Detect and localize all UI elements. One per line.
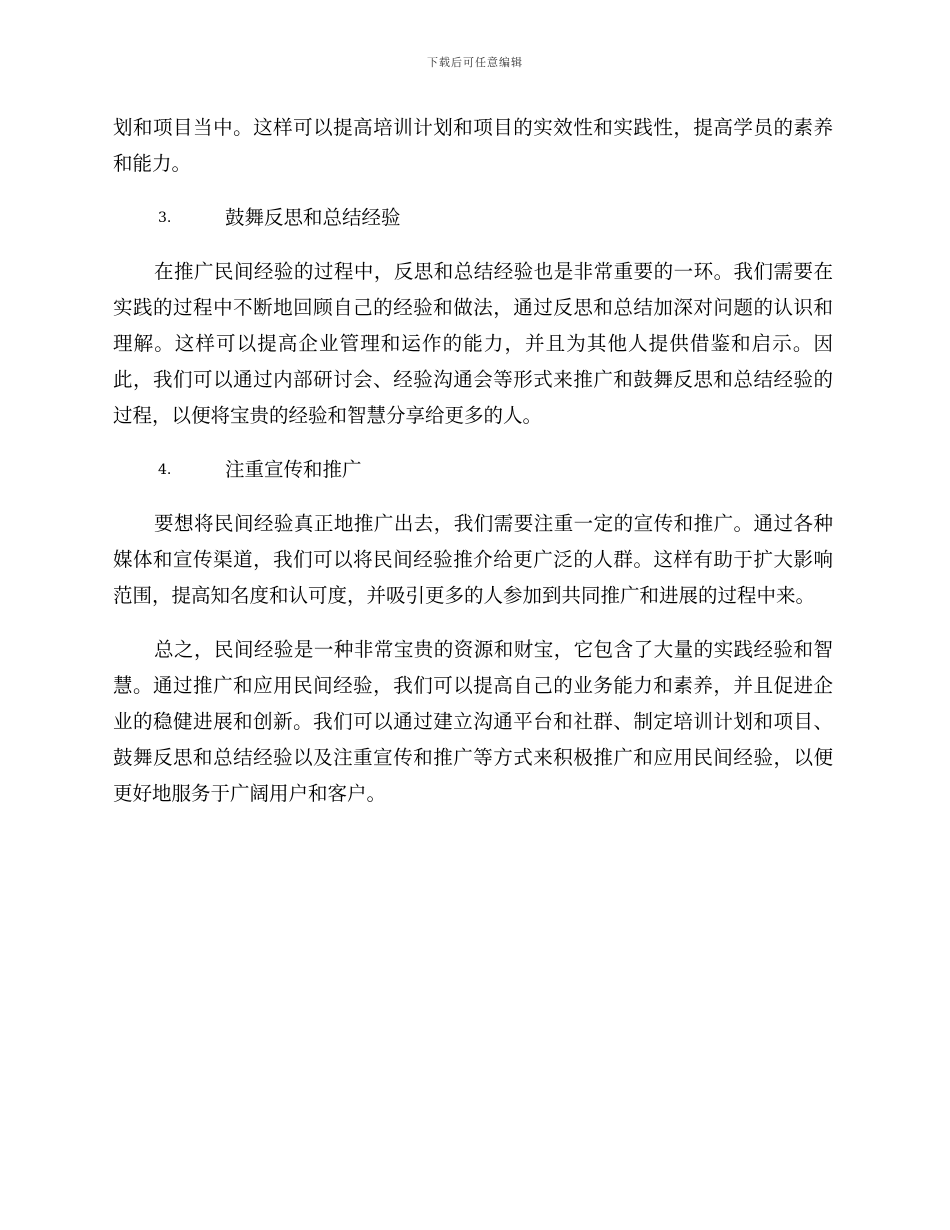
paragraph-continuation: 划和项目当中。这样可以提高培训计划和项目的实效性和实践性，提高学员的素养和能力。 xyxy=(113,116,833,175)
section-title: 鼓舞反思和总结经验 xyxy=(225,206,401,229)
section-heading-3 xyxy=(113,200,833,236)
paragraph-reflection: 在推广民间经验的过程中，反思和总结经验也是非常重要的一环。我们需要在实践的过程中不断地回顾自己的经验和做法，通过反思和总结加深对问题的认识和理解。这样可以提高企业管理和运作的能力，并且为其他人提供借鉴和启示。因此，我们可以通过内部研讨会、经验沟通会等形式来推广和鼓舞反思和总结经验的过程，以便将宝贵的经验和智慧分享给更多的人。 xyxy=(113,260,833,427)
section-heading-4 xyxy=(113,452,833,488)
document-body xyxy=(113,110,833,830)
paragraph-conclusion: 总之，民间经验是一种非常宝贵的资源和财宝，它包含了大量的实践经验和智慧。通过推广和应用民间经验，我们可以提高自己的业务能力和素养，并且促进企业的稳健进展和创新。我们可以通过建立沟通平台和社群、制定培训计划和项目、鼓舞反思和总结经验以及注重宣传和推广等方式来积极推广和应用民间经验，以便更好地服务于广阔用户和客户。 xyxy=(113,638,833,805)
section-number: 3. xyxy=(158,210,172,226)
paragraph-promotion: 要想将民间经验真正地推广出去，我们需要注重一定的宣传和推广。通过各种媒体和宣传渠道，我们可以将民间经验推介给更广泛的人群。这样有助于扩大影响范围，提高知名度和认可度，并吸引更多的人参加到共同推广和进展的过程中来。 xyxy=(113,512,833,607)
page-header: 下载后可任意编辑 xyxy=(427,56,523,69)
section-number: 4. xyxy=(158,462,172,478)
section-title: 注重宣传和推广 xyxy=(225,458,362,481)
